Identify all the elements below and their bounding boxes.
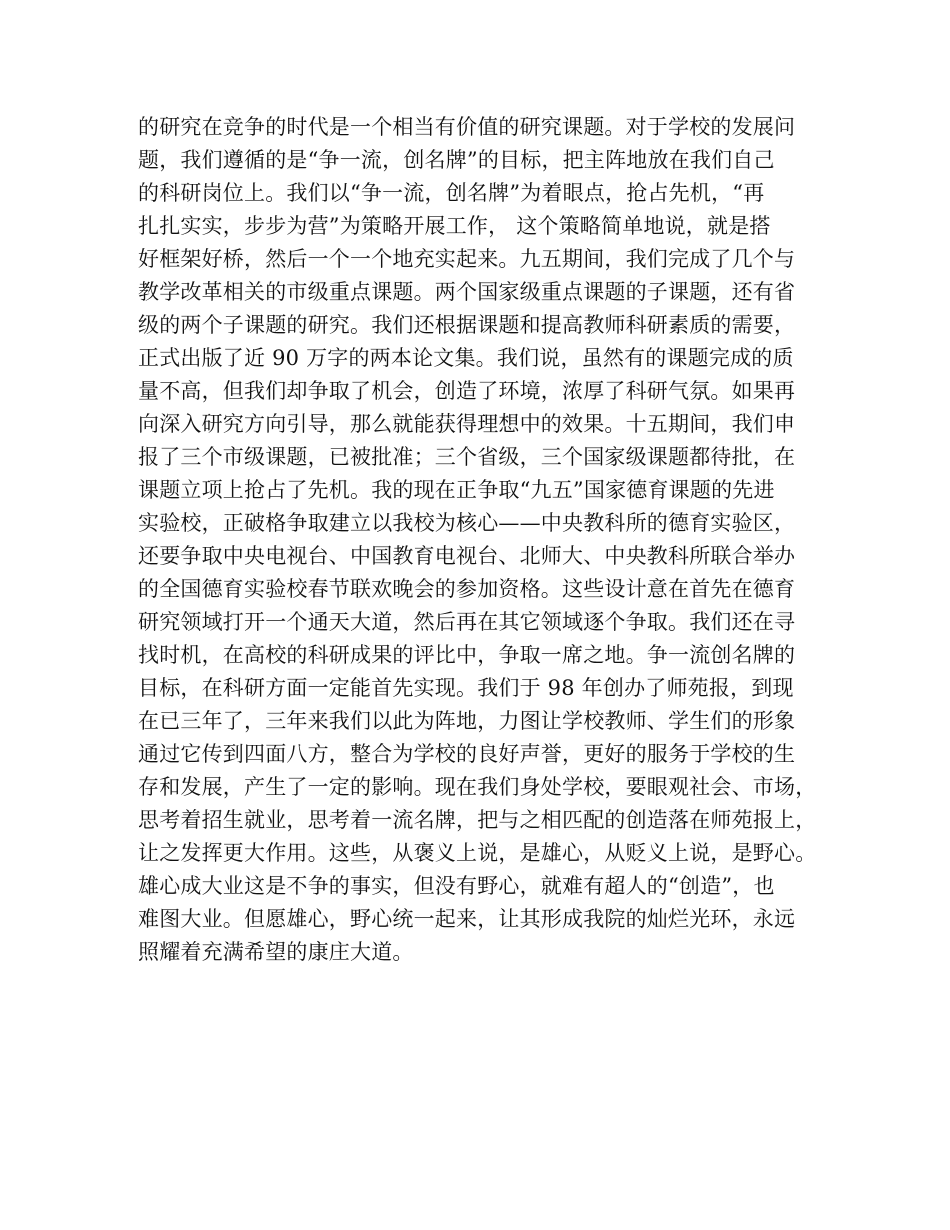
text-line: 教学改革相关的市级重点课题。两个国家级重点课题的子课题，还有省: [138, 280, 796, 304]
text-line: 通过它传到四面八方，整合为学校的良好声誉，更好的服务于学校的生: [138, 742, 796, 766]
text-line: 向深入研究方向引导，那么就能获得理想中的效果。十五期间，我们申: [138, 412, 796, 436]
text-line: 的科研岗位上。我们以“争一流，创名牌”为着眼点，抢占先机，“再: [138, 181, 765, 205]
text-line: 好框架好桥，然后一个一个地充实起来。九五期间，我们完成了几个与: [138, 247, 796, 271]
text-line: 题，我们遵循的是“争一流，创名牌”的目标，把主阵地放在我们自己: [138, 148, 775, 172]
text-line: 难图大业。但愿雄心，野心统一起来，让其形成我院的灿烂光环，永远: [138, 907, 796, 931]
text-line: 雄心成大业这是不争的事实，但没有野心，就难有超人的“创造”，也: [138, 874, 775, 898]
text-line: 存和发展，产生了一定的影响。现在我们身处学校，要眼观社会、市场，: [138, 775, 817, 799]
text-line: 目标，在科研方面一定能首先实现。我们于 98 年创办了师苑报，到现: [138, 676, 794, 700]
text-line: 思考着招生就业，思考着一流名牌，把与之相匹配的创造落在师苑报上，: [138, 808, 817, 832]
text-line: 实验校，正破格争取建立以我校为核心——中央教科所的德育实验区，: [138, 511, 796, 535]
text-line: 在已三年了，三年来我们以此为阵地，力图让学校教师、学生们的形象: [138, 709, 796, 733]
text-line: 量不高，但我们却争取了机会，创造了环境，浓厚了科研气氛。如果再: [138, 379, 796, 403]
text-line: 正式出版了近 90 万字的两本论文集。我们说，虽然有的课题完成的质: [138, 346, 794, 370]
text-line: 课题立项上抢占了先机。我的现在正争取“九五”国家德育课题的先进: [138, 478, 775, 502]
text-line: 还要争取中央电视台、中国教育电视台、北师大、中央教科所联合举办: [138, 544, 796, 568]
body-text: [138, 111, 838, 969]
text-line: 研究领域打开一个通天大道，然后再在其它领域逐个争取。我们还在寻: [138, 610, 796, 634]
text-line: 扎扎实实，步步为营”为策略开展工作， 这个策略简单地说，就是搭: [138, 214, 771, 238]
text-line: 照耀着充满希望的康庄大道。: [138, 940, 414, 964]
text-line: 报了三个市级课题，已被批准；三个省级，三个国家级课题都待批，在: [138, 445, 796, 469]
text-line: 让之发挥更大作用。这些，从褒义上说，是雄心，从贬义上说，是野心。: [138, 841, 817, 865]
text-line: 级的两个子课题的研究。我们还根据课题和提高教师科研素质的需要，: [138, 313, 796, 337]
text-line: 找时机，在高校的科研成果的评比中，争取一席之地。争一流创名牌的: [138, 643, 796, 667]
text-line: 的全国德育实验校春节联欢晚会的参加资格。这些设计意在首先在德育: [138, 577, 796, 601]
text-line: 的研究在竞争的时代是一个相当有价值的研究课题。对于学校的发展问: [138, 115, 796, 139]
